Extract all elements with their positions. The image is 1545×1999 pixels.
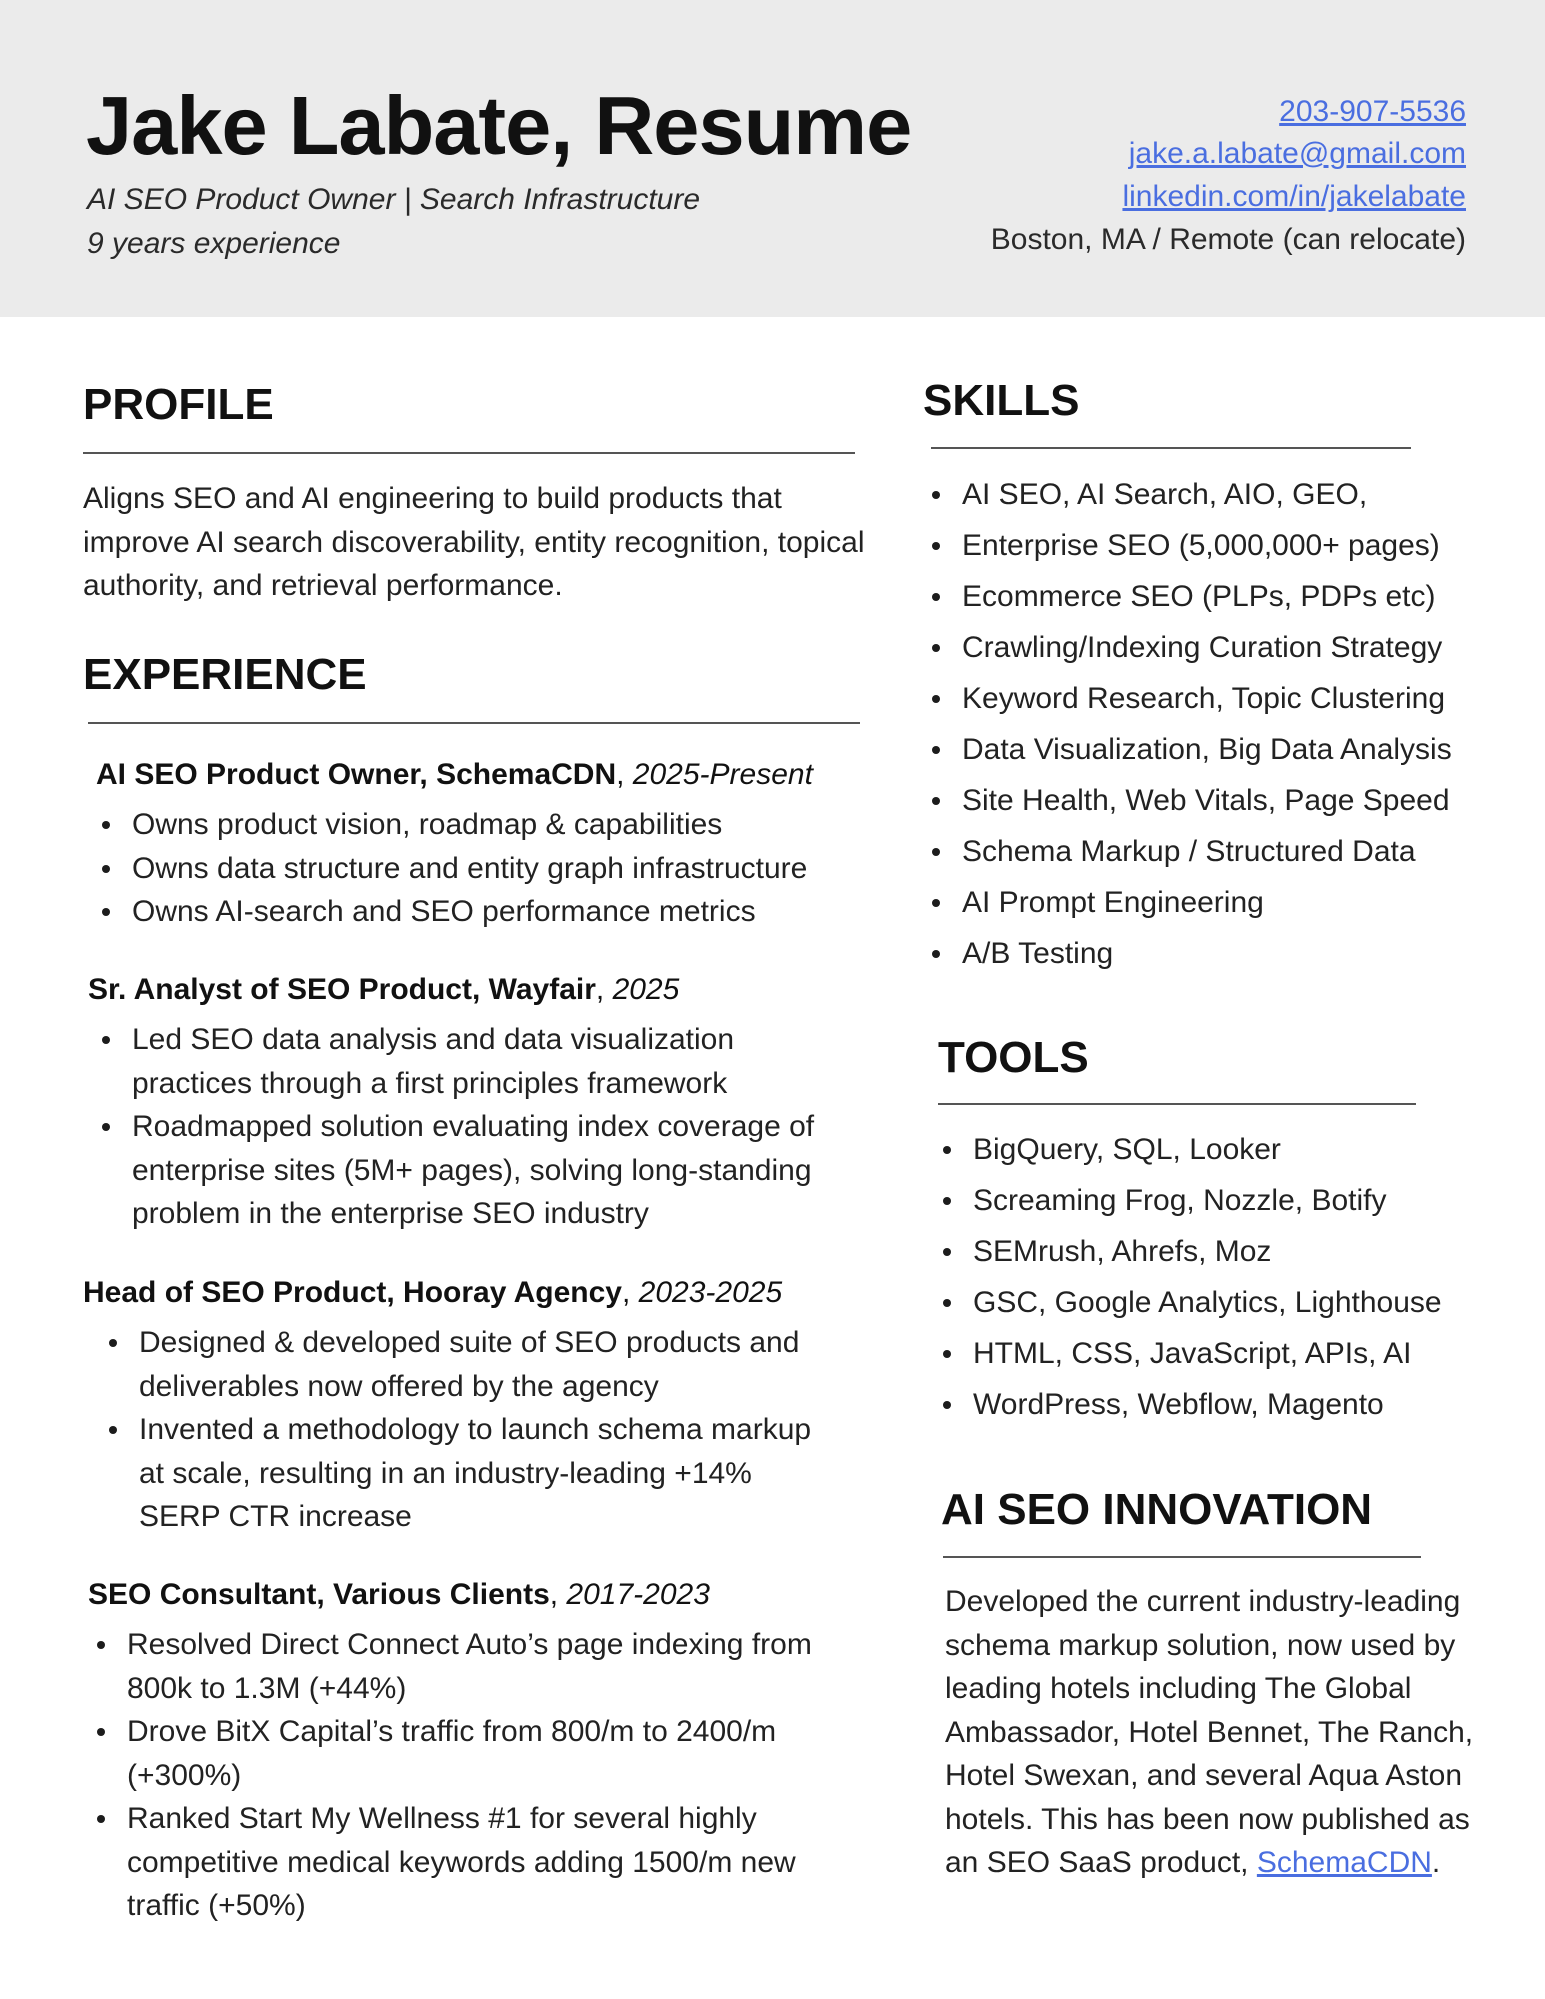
- list-item: Keyword Research, Topic Clustering: [926, 677, 1516, 721]
- innovation-text: [945, 1580, 1490, 1885]
- tools-heading: TOOLS: [938, 1033, 1089, 1082]
- tools-divider: [938, 1103, 1416, 1105]
- job-title-wayfair: Sr. Analyst of SEO Product, Wayfair, 2025: [88, 973, 680, 1006]
- header-band: [0, 0, 1545, 317]
- contact-email: [1129, 137, 1466, 171]
- job-role: SEO Consultant, Various Clients: [88, 1578, 550, 1611]
- list-item: BigQuery, SQL, Looker: [937, 1128, 1497, 1172]
- job-bullets-wayfair: [96, 1018, 851, 1236]
- list-item: HTML, CSS, JavaScript, APIs, AI: [937, 1332, 1497, 1376]
- list-item: Led SEO data analysis and data visualization practices through a first principles framework: [96, 1018, 851, 1105]
- job-years: 2017-2023: [566, 1578, 710, 1611]
- innovation-heading: AI SEO INNOVATION: [941, 1485, 1373, 1534]
- experience-heading: EXPERIENCE: [83, 650, 367, 699]
- list-item: Schema Markup / Structured Data: [926, 830, 1516, 874]
- list-item: WordPress, Webflow, Magento: [937, 1383, 1497, 1427]
- list-item: Ecommerce SEO (PLPs, PDPs etc): [926, 575, 1516, 619]
- job-title-schemacdn: AI SEO Product Owner, SchemaCDN, 2025-Present: [96, 758, 813, 791]
- subtitle-experience: 9 years experience: [87, 227, 341, 260]
- job-role: Sr. Analyst of SEO Product, Wayfair: [88, 973, 596, 1006]
- contact-phone: [1279, 95, 1466, 129]
- list-item: Owns data structure and entity graph infrastructure: [96, 847, 886, 891]
- innovation-end: .: [1431, 1846, 1441, 1879]
- profile-divider: [83, 452, 855, 454]
- profile-text: Aligns SEO and AI engineering to build products that improve AI search discoverability, entity recognition, topical authority, and retrieval performance.: [83, 482, 865, 602]
- list-item: SEMrush, Ahrefs, Moz: [937, 1230, 1497, 1274]
- experience-divider: [88, 722, 860, 724]
- list-item: Owns product vision, roadmap & capabilities: [96, 803, 886, 847]
- list-item: Site Health, Web Vitals, Page Speed: [926, 779, 1516, 823]
- email-link[interactable]: jake.a.labate@gmail.com: [1128, 137, 1466, 170]
- tools-list: [937, 1128, 1497, 1434]
- job-bullets-hooray: [103, 1321, 818, 1539]
- innovation-divider: [943, 1556, 1421, 1558]
- phone-link[interactable]: 203-907-5536: [1279, 95, 1466, 128]
- job-title-hooray: Head of SEO Product, Hooray Agency, 2023-2025: [83, 1276, 783, 1309]
- skills-list: [926, 473, 1516, 983]
- list-item: Crawling/Indexing Curation Strategy: [926, 626, 1516, 670]
- innovation-body: Developed the current industry-leading schema markup solution, now used by leading hotels including The Global Ambassador, Hotel Bennet, The Ranch, Hotel Swexan, and several Aqua Aston hotels. This has been now published as an SEO SaaS product,: [945, 1585, 1474, 1879]
- subtitle-role: AI SEO Product Owner | Search Infrastructure: [87, 183, 701, 216]
- job-years: 2025: [612, 973, 680, 1006]
- schemacdn-link[interactable]: SchemaCDN: [1256, 1846, 1432, 1879]
- skills-divider: [931, 447, 1411, 449]
- list-item: Screaming Frog, Nozzle, Botify: [937, 1179, 1497, 1223]
- profile-heading: PROFILE: [83, 380, 274, 429]
- job-title-consultant: SEO Consultant, Various Clients, 2017-2023: [88, 1578, 710, 1611]
- job-bullets-consultant: [91, 1623, 836, 1928]
- list-item: Ranked Start My Wellness #1 for several highly competitive medical keywords adding 1500/m new traffic (+50%): [91, 1797, 836, 1928]
- job-years: 2023-2025: [638, 1276, 783, 1309]
- list-item: Enterprise SEO (5,000,000+ pages): [926, 524, 1516, 568]
- contact-linkedin: [1122, 180, 1466, 214]
- list-item: Data Visualization, Big Data Analysis: [926, 728, 1516, 772]
- list-item: Designed & developed suite of SEO products and deliverables now offered by the agency: [103, 1321, 818, 1408]
- list-item: Owns AI-search and SEO performance metrics: [96, 890, 886, 934]
- contact-location: Boston, MA / Remote (can relocate): [990, 223, 1466, 256]
- list-item: AI SEO, AI Search, AIO, GEO,: [926, 473, 1516, 517]
- job-role: Head of SEO Product, Hooray Agency: [83, 1276, 622, 1309]
- job-role: AI SEO Product Owner, SchemaCDN: [96, 758, 617, 791]
- list-item: Drove BitX Capital’s traffic from 800/m to 2400/m (+300%): [91, 1710, 836, 1797]
- list-item: AI Prompt Engineering: [926, 881, 1516, 925]
- list-item: GSC, Google Analytics, Lighthouse: [937, 1281, 1497, 1325]
- job-bullets-schemacdn: [96, 803, 886, 934]
- resume-name: Jake Labate, Resume: [86, 79, 912, 172]
- skills-heading: SKILLS: [923, 376, 1080, 425]
- list-item: Roadmapped solution evaluating index coverage of enterprise sites (5M+ pages), solving long-standing problem in the enterprise SEO industry: [96, 1105, 851, 1236]
- list-item: A/B Testing: [926, 932, 1516, 976]
- list-item: Invented a methodology to launch schema markup at scale, resulting in an industry-leading +14% SERP CTR increase: [103, 1408, 818, 1539]
- list-item: Resolved Direct Connect Auto’s page indexing from 800k to 1.3M (+44%): [91, 1623, 836, 1710]
- job-years: 2025-Present: [632, 758, 813, 791]
- linkedin-link[interactable]: linkedin.com/in/jakelabate: [1122, 180, 1466, 213]
